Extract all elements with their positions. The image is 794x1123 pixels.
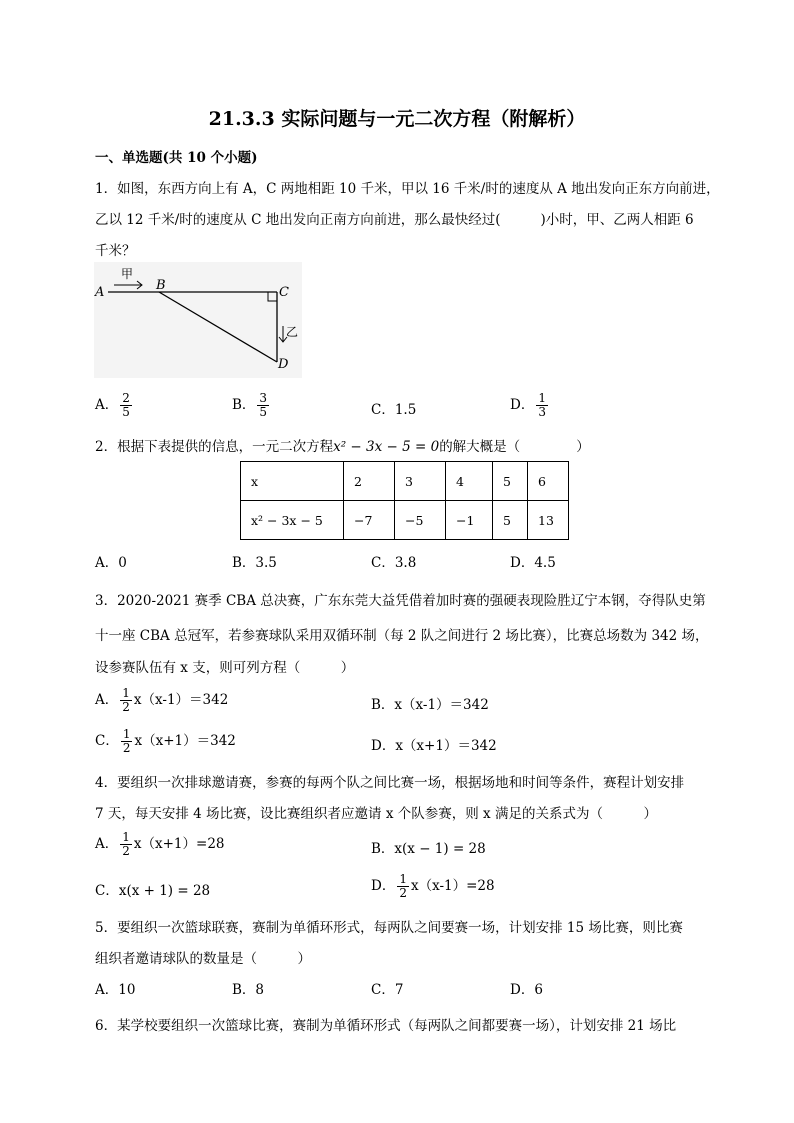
fraction — [397, 873, 409, 900]
table-cell: x² − 3x − 5 — [241, 501, 344, 540]
table-cell: −1 — [446, 501, 493, 540]
q3-option-c[interactable] — [95, 728, 236, 755]
q1-line2 — [95, 208, 694, 228]
table-cell: −7 — [344, 501, 395, 540]
option-label: B． — [232, 397, 256, 413]
q3-line2: 十一座 CBA 总冠军，若参赛球队采用双循环制（每 2 队之间进行 2 场比赛），比赛总场数为 342 场， — [95, 628, 709, 644]
table-cell: 5 — [493, 462, 528, 501]
point-c-label: C — [279, 285, 289, 300]
point-d-label: D — [278, 357, 289, 372]
q1-line1: 1．如图，东西方向上有 A，C 两地相距 10 千米，甲以 16 千米/时的速度从 A 地出发向正东方向前进， — [95, 181, 720, 197]
table-cell: −5 — [395, 501, 446, 540]
denominator: 5 — [122, 405, 130, 419]
q2-option-c[interactable]: C．3.8 — [371, 555, 417, 571]
q3-option-d[interactable]: D．x（x+1）＝342 — [371, 738, 497, 754]
q2-stem-c: ） — [576, 439, 590, 455]
q2-stem — [95, 435, 590, 455]
option-label: D． — [510, 397, 535, 413]
denominator: 5 — [259, 405, 268, 419]
fraction — [121, 728, 133, 755]
q1-line2-a: 乙以 12 千米/时的速度从 C 地出发向正南方向前进，那么最快经过( — [95, 212, 501, 228]
fraction — [120, 687, 132, 714]
yi-label: 乙 — [286, 325, 299, 339]
q1-option-d[interactable] — [510, 392, 550, 419]
table-cell: 2 — [344, 462, 395, 501]
q2-stem-a: 2．根据下表提供的信息，一元二次方程 — [95, 439, 334, 455]
table-cell: x — [241, 462, 344, 501]
q5-line1: 5．要组织一次篮球联赛，赛制为单循环形式，每两队之间要赛一场，计划安排 15 场比赛，则比赛 — [95, 920, 683, 936]
q1-option-b[interactable] — [232, 392, 271, 419]
q4-line1: 4．要组织一次排球邀请赛，参赛的每两个队之间比赛一场，根据场地和时间等条件，赛程计划安排 — [95, 775, 685, 791]
q2-option-b[interactable]: B．3.5 — [232, 555, 277, 571]
point-b-label: B — [156, 278, 166, 293]
denominator: 2 — [399, 886, 407, 900]
jia-label: 甲 — [121, 267, 134, 281]
denominator: 2 — [122, 700, 130, 714]
point-a-label: A — [95, 285, 105, 300]
q1-figure — [92, 262, 304, 380]
numerator: 1 — [122, 727, 131, 741]
q4-option-c[interactable]: C．x(x + 1) = 28 — [95, 883, 211, 899]
numerator: 1 — [122, 686, 130, 700]
q3-line3: 设参赛队伍有 x 支，则可列方程（ ） — [95, 660, 355, 676]
table-cell: 13 — [528, 501, 569, 540]
option-label: C． — [95, 733, 119, 749]
q1-option-c[interactable]: C．1.5 — [371, 402, 417, 418]
denominator: 3 — [538, 405, 546, 419]
q2-table — [240, 461, 569, 540]
q2-stem-b: 的解大概是（ — [439, 439, 521, 455]
q4-option-d[interactable] — [371, 873, 495, 900]
q5-option-b[interactable]: B．8 — [232, 982, 265, 998]
numerator: 2 — [122, 391, 130, 405]
numerator: 1 — [122, 830, 130, 844]
numerator: 3 — [259, 391, 268, 405]
q5-option-c[interactable]: C．7 — [371, 982, 404, 998]
q5-option-a[interactable]: A．10 — [95, 982, 136, 998]
q1-line2-b: )小时，甲、乙两人相距 6 — [540, 212, 694, 228]
table-cell: 5 — [493, 501, 528, 540]
fraction — [536, 392, 548, 419]
table-row — [241, 462, 569, 501]
q2-option-d[interactable]: D．4.5 — [510, 555, 556, 571]
q2-equation: x² − 3x − 5 = 0 — [333, 439, 440, 455]
table-cell: 3 — [395, 462, 446, 501]
option-label: A． — [95, 692, 119, 708]
option-label: A． — [95, 397, 119, 413]
q3-option-b[interactable]: B．x（x-1）＝342 — [371, 697, 489, 713]
table-cell: 6 — [528, 462, 569, 501]
numerator: 1 — [399, 872, 407, 886]
q4-option-a[interactable] — [95, 831, 225, 858]
q1-line3: 千米？ — [95, 243, 136, 259]
fraction — [120, 392, 132, 419]
numerator: 1 — [538, 391, 546, 405]
page-title: 21.3.3 实际问题与一元二次方程（附解析） — [208, 108, 586, 130]
table-row — [241, 501, 569, 540]
option-text: x（x+1）＝342 — [134, 733, 236, 749]
q5-option-d[interactable]: D．6 — [510, 982, 543, 998]
q2-option-a[interactable]: A．0 — [95, 555, 127, 571]
option-text: x（x-1）=28 — [410, 878, 495, 894]
q1-option-a[interactable] — [95, 392, 134, 419]
q6-line1: 6．某学校要组织一次篮球比赛，赛制为单循环形式（每两队之间都要赛一场），计划安排 21 场比 — [95, 1018, 677, 1034]
option-text: x（x+1）=28 — [133, 836, 225, 852]
section-heading: 一、单选题(共 10 个小题) — [95, 150, 258, 166]
fraction — [120, 831, 132, 858]
denominator: 2 — [122, 844, 130, 858]
option-label: A． — [95, 836, 119, 852]
fraction — [257, 392, 269, 419]
q5-line2: 组织者邀请球队的数量是（ ） — [95, 951, 311, 967]
q4-option-b[interactable]: B．x(x − 1) = 28 — [371, 841, 486, 857]
q3-line1: 3．2020-2021 赛季 CBA 总决赛，广东东莞大益凭借着加时赛的强硬表现险胜辽宁本钢，夺得队史第 — [95, 593, 706, 609]
q3-option-a[interactable] — [95, 687, 228, 714]
table-cell: 4 — [446, 462, 493, 501]
q4-line2: 7 天，每天安排 4 场比赛，设比赛组织者应邀请 x 个队参赛，则 x 满足的关系式为（ ） — [95, 806, 657, 822]
option-text: x（x-1）＝342 — [133, 692, 229, 708]
option-label: D． — [371, 878, 396, 894]
denominator: 2 — [122, 741, 131, 755]
